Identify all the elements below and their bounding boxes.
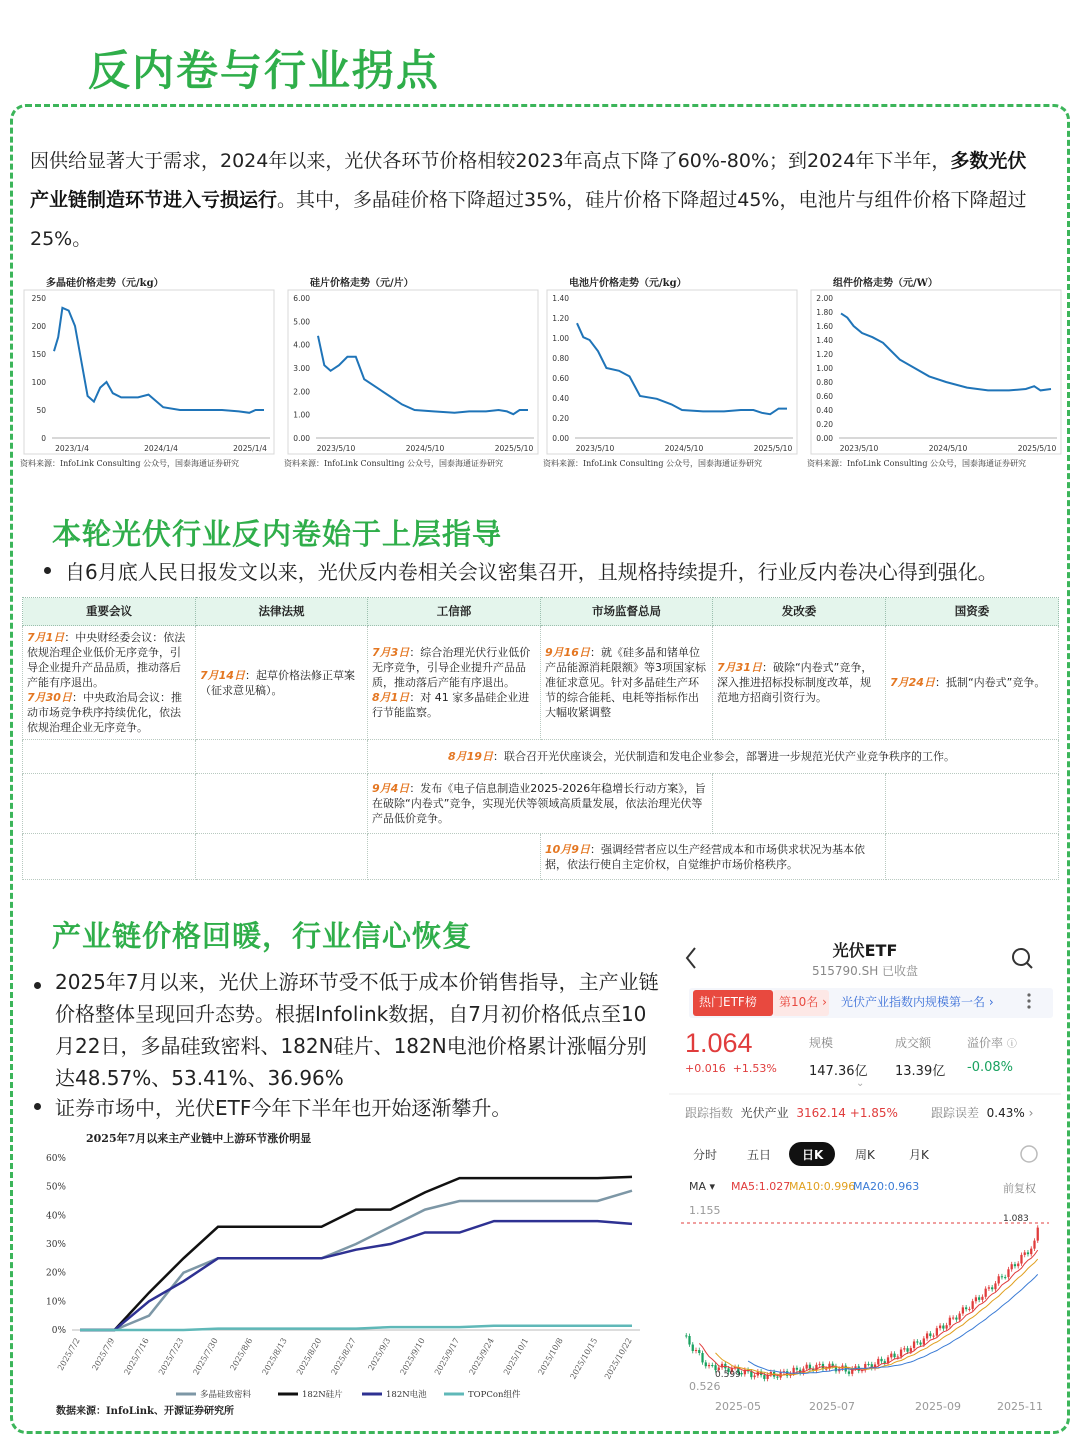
x-tick-label: 2025/10/22 <box>602 1336 634 1381</box>
candle-body <box>929 1333 931 1336</box>
candle-body <box>1004 1277 1006 1278</box>
series-line <box>80 1191 632 1330</box>
candle-body <box>916 1341 918 1342</box>
moving-average-line <box>699 1250 1037 1376</box>
table-cell <box>541 834 886 880</box>
ma20-label: MA20:0.963 <box>853 1180 920 1193</box>
y-tick-label: 50% <box>45 1182 66 1193</box>
y-tick-label: 250 <box>31 294 46 303</box>
stat-value: -0.08% <box>967 1060 1013 1075</box>
chart-frame <box>288 290 538 454</box>
table-cell <box>368 740 1059 774</box>
candle-body <box>750 1371 752 1377</box>
price-increase-plot <box>40 1128 660 1420</box>
track-pct: +1.85% <box>849 1106 898 1120</box>
y-tick-label: 40% <box>45 1211 66 1222</box>
date-label: 10月9日 <box>545 842 590 856</box>
cell-text: ：对 41 家多晶硅企业进行节能监察。 <box>372 691 530 719</box>
table-cell <box>23 774 196 834</box>
y-tick-label: 0.00 <box>552 434 569 443</box>
y-tick-label: 1.40 <box>816 336 833 345</box>
tab-weekly-k[interactable]: 周K <box>855 1148 875 1162</box>
candle-body <box>945 1325 947 1328</box>
candle-body <box>981 1297 983 1300</box>
intro-paragraph <box>30 142 1040 259</box>
candle-body <box>919 1343 921 1345</box>
error-value: 0.43% <box>986 1106 1025 1120</box>
candle-body <box>1033 1241 1035 1249</box>
bullet-dot <box>34 982 41 989</box>
tab-monthly-k[interactable]: 月K <box>909 1148 929 1162</box>
y-tick-label: 0.60 <box>552 374 569 383</box>
bullet-text: 自6月底人民日报发文以来，光伏反内卷相关会议密集召开，且规格持续提升，行业反内卷决心得到强化。 <box>65 560 998 584</box>
trough-label: 0.599 <box>715 1370 741 1380</box>
y-tick-label: 100 <box>31 378 46 387</box>
bullet-dot <box>44 567 51 574</box>
etf-price: 1.064 <box>685 1028 753 1058</box>
y-high-label: 1.155 <box>689 1204 721 1217</box>
y-tick-label: 150 <box>31 350 46 359</box>
x-tick-label: 2023/1/4 <box>55 444 89 453</box>
table-cell <box>886 774 1059 834</box>
track-value: 3162.14 <box>796 1106 846 1120</box>
x-tick: 2025-09 <box>915 1400 961 1413</box>
table-row <box>23 774 1059 834</box>
desc-tag[interactable]: 光伏产业指数内规模第一名 › <box>841 995 994 1009</box>
intro-bold: 多数光伏产业链制造环节进入亏损运行 <box>30 150 1027 211</box>
y-tick-label: 2.00 <box>816 294 833 303</box>
ma5-label: MA5:1.027 <box>731 1180 791 1193</box>
cell-text: ：抵制“内卷式”竞争。 <box>934 676 1046 689</box>
candle-body <box>692 1345 694 1351</box>
legend-label: 多晶硅致密料 <box>200 1390 252 1400</box>
date-label: 9月16日 <box>545 646 590 659</box>
moving-average-line <box>748 1274 1038 1373</box>
candle-body <box>701 1353 703 1362</box>
chart-source: 资料来源：InfoLink Consulting 公众号，国泰海通证券研究 <box>20 459 239 468</box>
chart-source: 资料来源：InfoLink Consulting 公众号，国泰海通证券研究 <box>284 459 503 468</box>
candle-body <box>877 1359 879 1365</box>
candle-body <box>705 1362 707 1366</box>
stat-value: 13.39亿 <box>895 1064 946 1079</box>
candle-body <box>1024 1252 1026 1255</box>
y-tick-label: 0.20 <box>552 414 569 423</box>
candle-body <box>809 1365 811 1369</box>
y-tick-label: 1.40 <box>552 294 569 303</box>
y-tick-label: 1.20 <box>552 314 569 323</box>
col-header: 法律法规 <box>196 598 368 626</box>
date-label: 7月1日 <box>27 631 65 644</box>
y-tick-label: 0.00 <box>816 434 833 443</box>
x-tick-label: 2024/5/10 <box>405 444 445 453</box>
error-label: 跟踪误差 <box>931 1106 980 1120</box>
candle-body <box>1014 1264 1016 1266</box>
more-icon-dot <box>1027 993 1030 996</box>
candle-body <box>906 1348 908 1351</box>
price-line <box>577 323 787 414</box>
candle-body <box>913 1341 915 1348</box>
intro-text-2: 。其中，多晶硅价格下降超过35%，硅片价格下降超过45%，电池片与组件价格下降超过25%。 <box>30 189 1027 250</box>
x-tick-label: 2025/10/8 <box>536 1336 565 1377</box>
table-row <box>23 740 1059 774</box>
y-tick-label: 0.80 <box>552 354 569 363</box>
candle-body <box>867 1364 869 1365</box>
candle-body <box>939 1326 941 1329</box>
candle-body <box>952 1318 954 1319</box>
x-tick: 2025-07 <box>809 1400 855 1413</box>
wafer-price-chart <box>284 268 546 473</box>
ma-selector[interactable]: MA ▾ <box>689 1180 716 1193</box>
track-name: 光伏产业 <box>740 1106 789 1120</box>
x-tick: 2025-05 <box>715 1400 761 1413</box>
cell-text: ：发布《电子信息制造业2025-2026年稳增长行动方案》，旨在破除“内卷式”竞争，实现光伏等领域高质量发展，依法治理光伏等产品低价竞争。 <box>372 782 706 825</box>
candle-body <box>962 1307 964 1313</box>
track-label: 跟踪指数 <box>685 1106 734 1120</box>
section-title-recovery: 产业链价格回暖，行业信心恢复 <box>52 919 473 953</box>
x-tick-label: 2025/7/16 <box>122 1336 151 1377</box>
moving-average-line <box>716 1259 1038 1375</box>
cell-text: ：强调经营者应以生产经营成本和市场供求状况为基本依据，依法行使自主定价权，自觉维护市场价格秩序。 <box>545 842 865 871</box>
y-tick-label: 1.00 <box>293 410 310 420</box>
x-tick-label: 2025/5/10 <box>1017 444 1057 453</box>
table-cell <box>713 774 886 834</box>
cell-text: ：破除“内卷式”竞争，深入推进招标投标制度改革，规范地方招商引资行为。 <box>717 661 873 704</box>
info-icon[interactable]: ⓘ <box>1006 1039 1017 1050</box>
candle-body <box>955 1318 957 1320</box>
x-tick-label: 2025/7/30 <box>191 1336 220 1377</box>
candle-body <box>978 1297 980 1300</box>
candle-body <box>932 1336 934 1337</box>
table-cell <box>368 626 541 740</box>
stat-label <box>967 1034 1017 1051</box>
candle-body <box>991 1287 993 1289</box>
candle-body <box>910 1348 912 1352</box>
y-tick-label: 20% <box>45 1268 66 1279</box>
x-tick-label: 2025/8/27 <box>329 1336 358 1377</box>
y-tick-label: 0.60 <box>816 392 833 401</box>
rank-text: 第10名 <box>779 995 819 1009</box>
candle-body <box>1020 1255 1022 1264</box>
x-tick-label: 2025/8/20 <box>294 1336 324 1377</box>
y-tick-label: 0.80 <box>816 378 833 387</box>
candle-body <box>1017 1264 1019 1267</box>
table-cell <box>886 626 1059 740</box>
ma-label: MA <box>689 1180 707 1193</box>
candle-body <box>695 1350 697 1351</box>
x-tick-label: 2023/5/10 <box>839 444 879 453</box>
candle-body <box>942 1326 944 1329</box>
cell-plot <box>543 288 805 456</box>
col-header: 市场监督总局 <box>541 598 713 626</box>
chart-source: 资料来源：InfoLink Consulting 公众号，国泰海通证券研究 <box>543 459 762 468</box>
candle-body <box>763 1375 765 1379</box>
x-tick-label: 2024/5/10 <box>664 444 704 453</box>
legend-label: TOPCon组件 <box>468 1390 521 1400</box>
price-line <box>54 308 264 413</box>
y-tick-label: 200 <box>31 322 46 331</box>
y-tick-label: 1.60 <box>816 322 833 331</box>
date-label: 8月19日 <box>448 750 493 763</box>
table-cell <box>23 834 196 880</box>
y-tick-label: 3.00 <box>293 364 310 373</box>
x-tick-label: 2024/5/10 <box>928 444 968 453</box>
col-header: 发改委 <box>713 598 886 626</box>
table-cell <box>541 626 713 740</box>
x-tick-label: 2023/5/10 <box>575 444 615 453</box>
y-tick-label: 1.20 <box>816 350 833 359</box>
y-tick-label: 60% <box>45 1154 66 1164</box>
bullet-row <box>34 966 664 1094</box>
tab-intraday[interactable]: 分时 <box>693 1148 718 1162</box>
candle-body <box>965 1307 967 1309</box>
bullet-recovery-1 <box>34 966 664 1094</box>
x-tick-label: 2025/9/24 <box>467 1336 496 1377</box>
y-tick-label: 30% <box>45 1240 66 1250</box>
chart-title: 硅片价格走势（元/片） <box>310 278 414 289</box>
candle-body <box>949 1318 951 1325</box>
y-low-label: 0.526 <box>689 1380 721 1393</box>
candle-body <box>923 1338 925 1344</box>
desc-text: 光伏产业指数内规模第一名 <box>841 995 986 1009</box>
bullet-text: 2025年7月以来，光伏上游环节受不低于成本价销售指导，主产业链价格整体呈现回升态势。根据Infolink数据，自7月初价格低点至10月22日，多晶硅致密料、182N硅片、182N电池价格累计涨幅分别达48.57%、53.41%、36.96% <box>55 970 659 1090</box>
candle-body <box>688 1336 690 1345</box>
candle-body <box>793 1368 795 1374</box>
table-row <box>23 626 1059 740</box>
candle-body <box>711 1365 713 1366</box>
series-line <box>80 1326 632 1330</box>
date-label: 8月1日 <box>372 691 410 704</box>
change-pct: +1.53% <box>732 1062 777 1075</box>
candle-body <box>848 1371 850 1373</box>
stat-label: 成交额 <box>895 1036 932 1050</box>
y-tick-label: 0.40 <box>552 394 569 403</box>
module-plot <box>807 288 1069 456</box>
candle-body <box>1027 1252 1029 1254</box>
x-tick-label: 2025/10/15 <box>568 1336 600 1381</box>
x-tick-label: 2025/5/10 <box>753 444 793 453</box>
wafer-plot <box>284 288 546 456</box>
cell-text: ：综合治理光伏行业低价无序竞争，引导企业提升产品品质，推动落后产能有序退出。 <box>372 646 531 689</box>
more-icon-dot <box>1027 1005 1030 1008</box>
price-line <box>841 313 1051 390</box>
x-tick-label: 2025/9/10 <box>398 1336 427 1377</box>
candle-body <box>1011 1264 1013 1269</box>
y-tick-label: 1.00 <box>816 364 833 373</box>
col-header: 工信部 <box>368 598 541 626</box>
table-cell <box>196 626 368 740</box>
y-tick-label: 5.00 <box>293 317 310 327</box>
etf-app-screen <box>669 932 1061 1418</box>
y-tick-label: 0.40 <box>816 406 833 415</box>
peak-label: 1.083 <box>1003 1214 1029 1224</box>
date-label: 7月24日 <box>890 676 935 689</box>
chart-title: 多晶硅价格走势（元/kg） <box>46 278 164 289</box>
chart-title: 2025年7月以来主产业链中上游环节涨价明显 <box>86 1132 312 1145</box>
y-tick-label: 0.00 <box>293 434 310 443</box>
chart-frame <box>811 290 1061 454</box>
y-tick-label: 6.00 <box>293 294 310 303</box>
tracking-error-row[interactable]: 跟踪误差 0.43% › <box>931 1106 1034 1120</box>
price-increase-chart <box>40 1128 660 1420</box>
series-line <box>80 1221 632 1330</box>
candle-body <box>753 1376 755 1378</box>
legend-label: 182N硅片 <box>302 1390 343 1400</box>
candle-body <box>985 1289 987 1297</box>
more-icon[interactable] <box>1027 999 1030 1002</box>
tab-five-day[interactable]: 五日 <box>747 1148 772 1162</box>
candle-body <box>926 1333 928 1338</box>
y-tick-label: 0 <box>41 434 46 443</box>
y-tick-label: 1.80 <box>816 308 833 317</box>
candle-body <box>825 1369 827 1370</box>
polysilicon-plot <box>20 288 282 456</box>
candle-body <box>698 1350 700 1353</box>
table-cell <box>196 740 368 774</box>
candle-body <box>796 1368 798 1370</box>
bullet-text: 证券市场中，光伏ETF今年下半年也开始逐渐攀升。 <box>55 1096 512 1120</box>
candle-body <box>1030 1249 1032 1255</box>
etf-subtitle: 515790.SH 已收盘 <box>811 964 919 978</box>
x-tick-label: 2025/8/6 <box>228 1336 255 1373</box>
candle-body <box>890 1354 892 1358</box>
cell-text: ：就《硅多晶和锗单位产品能源消耗限额》等3项国家标准征求意见。针对多晶硅生产环节的综合能耗、电耗等指标作出大幅收紧调整 <box>545 646 706 719</box>
module-price-chart <box>807 268 1069 473</box>
candle-body <box>776 1377 778 1378</box>
cell-text: ：联合召开光伏座谈会，光伏制造和发电企业参会，部署进一步规范光伏产业竞争秩序的工作。 <box>492 750 955 763</box>
adjust-selector[interactable]: 前复权 <box>1003 1182 1036 1195</box>
table-cell <box>368 834 541 880</box>
rank-label[interactable]: 第10名 › <box>779 995 827 1009</box>
track-index-row[interactable] <box>685 1104 898 1121</box>
x-tick-label: 2025/7/23 <box>156 1336 186 1377</box>
polysilicon-price-chart <box>20 268 282 473</box>
price-line <box>318 336 528 414</box>
candle-body <box>958 1314 960 1320</box>
candle-body <box>685 1335 687 1336</box>
policy-table <box>22 597 1059 880</box>
y-tick-label: 50 <box>36 406 46 415</box>
y-tick-label: 10% <box>45 1297 66 1308</box>
etf-title: 光伏ETF <box>832 941 898 960</box>
table-cell <box>196 774 368 834</box>
candle-body <box>988 1287 990 1288</box>
candle-body <box>1037 1228 1039 1241</box>
cell-text: ：中央政治局会议：推动市场竞争秩序持续优化，依法依规治理企业无序竞争。 <box>27 691 182 734</box>
candle-body <box>968 1309 970 1310</box>
x-tick-label: 2025/9/3 <box>366 1336 393 1373</box>
candle-body <box>994 1283 996 1289</box>
settings-icon[interactable] <box>1021 1146 1037 1162</box>
col-header: 国资委 <box>886 598 1059 626</box>
chevron-down-icon[interactable]: ⌄ <box>856 1078 865 1089</box>
table-row <box>23 834 1059 880</box>
y-tick-label: 0% <box>51 1326 66 1336</box>
x-tick-label: 2025/10/1 <box>501 1336 531 1377</box>
chart-title: 组件价格走势（元/W） <box>833 278 938 289</box>
table-header-row <box>23 598 1059 626</box>
y-tick-label: 4.00 <box>293 340 310 350</box>
table-cell <box>196 834 368 880</box>
date-label: 9月4日 <box>372 782 410 795</box>
table-cell <box>23 626 196 740</box>
candle-body <box>998 1276 1000 1283</box>
candle-body <box>936 1328 938 1335</box>
hot-etf-label[interactable]: 热门ETF榜 <box>699 995 757 1009</box>
date-label: 7月30日 <box>27 691 72 704</box>
x-tick-label: 2025/5/10 <box>494 444 534 453</box>
candle-body <box>897 1357 899 1358</box>
stat-label-text: 溢价率 <box>967 1036 1004 1050</box>
candle-body <box>806 1365 808 1369</box>
candle-body <box>975 1297 977 1301</box>
x-tick-label: 2025/1/4 <box>233 444 267 453</box>
x-tick-label: 2024/1/4 <box>144 444 178 453</box>
x-tick-label: 2025/9/17 <box>432 1336 462 1377</box>
chart-title: 电池片价格走势（元/kg） <box>569 278 687 289</box>
y-tick-label: 1.00 <box>552 334 569 343</box>
candle-body <box>819 1364 821 1365</box>
x-tick-label: 2023/5/10 <box>316 444 356 453</box>
cell-text: ：起草价格法修正草案（征求意见稿）。 <box>200 668 355 697</box>
table-cell <box>713 626 886 740</box>
table-cell <box>886 834 1059 880</box>
section-title-guidance: 本轮光伏行业反内卷始于上层指导 <box>52 517 503 551</box>
ma10-label: MA10:0.996 <box>789 1180 856 1193</box>
candlestick-plot <box>685 1225 1039 1381</box>
candle-body <box>708 1365 710 1366</box>
col-header: 重要会议 <box>23 598 196 626</box>
page-title: 反内卷与行业拐点 <box>88 46 441 95</box>
bullet-dot <box>34 1103 41 1110</box>
candle-body <box>1001 1276 1003 1277</box>
x-tick: 2025-11 <box>997 1400 1043 1413</box>
x-tick-label: 2025/8/13 <box>260 1336 289 1377</box>
y-tick-label: 2.00 <box>293 387 310 397</box>
candle-body <box>1007 1269 1009 1277</box>
candle-body <box>893 1354 895 1358</box>
cell-text: ：中央财经委会议：依法依规治理企业低价无序竞争，引导企业提升产品品质，推动落后产能有序退出。 <box>27 631 186 689</box>
x-tick-label: 2025/7/9 <box>90 1336 117 1373</box>
change-value: +0.016 <box>685 1062 726 1075</box>
candle-body <box>880 1359 882 1361</box>
bullet-recovery-2 <box>34 1092 664 1124</box>
table-cell <box>23 740 196 774</box>
chart-source: 数据来源：InfoLink、开源证券研究所 <box>56 1406 234 1417</box>
intro-text-1: 因供给显著大于需求，2024年以来，光伏各环节价格相较2023年高点下降了60%-80%；到2024年下半年， <box>30 150 951 172</box>
chart-source: 资料来源：InfoLink Consulting 公众号，国泰海通证券研究 <box>807 459 1026 468</box>
x-tick-label: 2025/7/2 <box>55 1336 82 1373</box>
bullet-guidance <box>44 556 1064 588</box>
stat-label: 规模 <box>809 1036 834 1050</box>
candle-body <box>903 1348 905 1349</box>
y-tick-label: 0.20 <box>816 420 833 429</box>
candle-body <box>900 1350 902 1357</box>
table-cell <box>368 774 713 834</box>
date-label: 7月31日 <box>717 661 762 674</box>
date-label: 7月14日 <box>200 668 245 682</box>
legend-label: 182N电池 <box>386 1390 427 1400</box>
tab-daily-k[interactable]: 日K <box>802 1148 824 1162</box>
stat-value: 147.36亿 <box>809 1064 868 1079</box>
date-label: 7月3日 <box>372 646 410 659</box>
candle-body <box>972 1301 974 1309</box>
chart-frame <box>547 290 797 454</box>
etf-change <box>685 1062 777 1075</box>
cell-price-chart <box>543 268 805 473</box>
